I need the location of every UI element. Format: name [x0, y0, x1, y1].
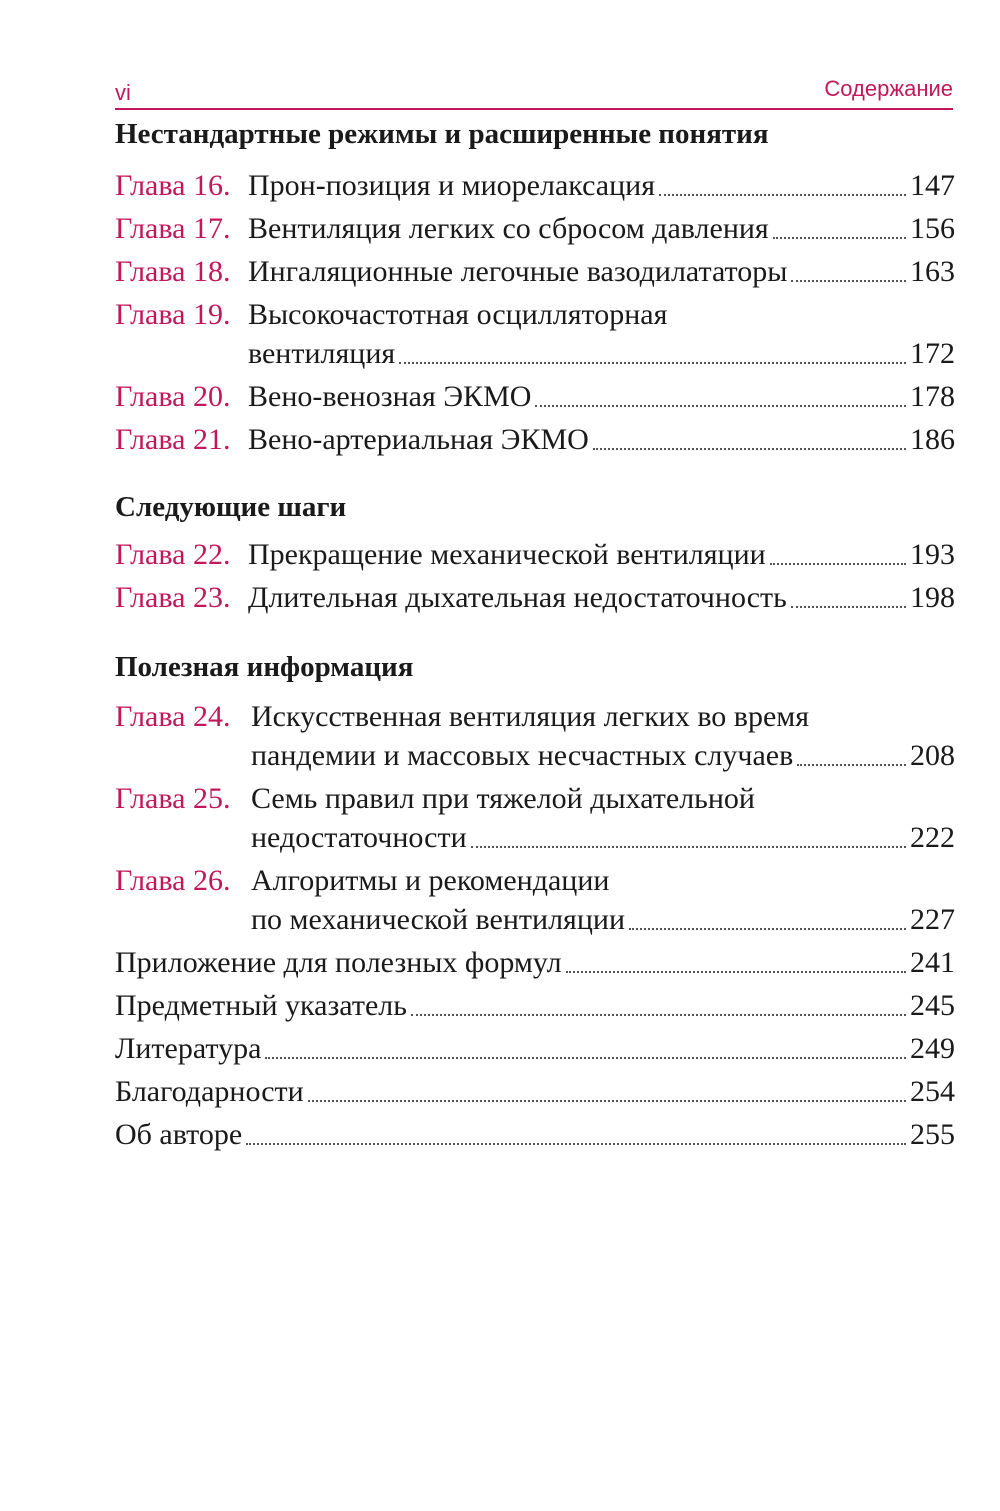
chapter-label: Глава 19. [115, 298, 231, 331]
entry-title: Прекращение механической вентиляции [248, 538, 766, 571]
running-title: Содержание [824, 76, 953, 101]
page-ref: 163 [910, 255, 955, 288]
entry-title: Предметный указатель [115, 989, 407, 1022]
dot-leader [399, 361, 906, 364]
dot-leader [791, 279, 906, 282]
toc-entry-index[interactable] [115, 986, 955, 1025]
page-ref: 255 [910, 1118, 955, 1151]
chapter-label: Глава 18. [115, 255, 231, 288]
dot-leader [246, 1142, 906, 1145]
toc-entry-references[interactable] [115, 1029, 955, 1068]
entry-title: Длительная дыхательная недостаточность [248, 581, 787, 614]
entry-title-line-2: недостаточности [251, 821, 467, 854]
chapter-label: Глава 23. [115, 581, 231, 614]
chapter-label: Глава 22. [115, 538, 231, 571]
entry-title: Литература [115, 1032, 262, 1065]
page-ref: 147 [910, 169, 955, 202]
toc-entry-acknowledgements[interactable] [115, 1072, 955, 1111]
toc-entry-chapter-17[interactable] [115, 209, 955, 248]
entry-title: Прон-позиция и миорелаксация [248, 169, 656, 202]
page-ref: 249 [910, 1032, 955, 1065]
page-ref: 198 [910, 581, 955, 614]
section-title: Полезная информация [115, 651, 414, 683]
toc-entry-appendix[interactable] [115, 943, 955, 982]
dot-leader [593, 447, 906, 450]
dot-leader [629, 927, 906, 930]
dot-leader [535, 404, 906, 407]
toc-entry-chapter-20[interactable] [115, 377, 955, 416]
dot-leader [659, 193, 906, 196]
entry-title: Вено-венозная ЭКМО [248, 380, 532, 413]
dot-leader [308, 1099, 906, 1102]
page-ref: 254 [910, 1075, 955, 1108]
chapter-label: Глава 20. [115, 380, 231, 413]
dot-leader [566, 970, 906, 973]
entry-title-line-1: Семь правил при тяжелой дыхательной [251, 782, 755, 815]
dot-leader [791, 605, 906, 608]
toc-entry-chapter-21[interactable] [115, 420, 955, 459]
toc-entry-about-author[interactable] [115, 1115, 955, 1154]
page-ref: 193 [910, 538, 955, 571]
page-ref: 208 [910, 739, 955, 772]
entry-title: Вено-артериальная ЭКМО [248, 423, 589, 456]
section-title: Нестандартные режимы и расширенные понятия [115, 118, 769, 150]
chapter-label: Глава 26. [115, 864, 231, 897]
entry-title: Ингаляционные легочные вазодилататоры [248, 255, 788, 288]
toc-entry-chapter-16[interactable] [115, 166, 955, 205]
dot-leader [411, 1013, 906, 1016]
entry-title: Вентиляция легких со сбросом давления [248, 212, 769, 245]
page-ref: 241 [910, 946, 955, 979]
toc-entry-chapter-22[interactable] [115, 535, 955, 574]
entry-title-line-2: по механической вентиляции [251, 903, 626, 936]
section-title: Следующие шаги [115, 491, 347, 523]
entry-title-line-2: вентиляция [248, 337, 396, 370]
toc-entry-chapter-26[interactable] [115, 861, 955, 939]
page-ref: 178 [910, 380, 955, 413]
toc-entry-chapter-25[interactable] [115, 779, 955, 857]
chapter-label: Глава 25. [115, 782, 231, 815]
toc-entry-chapter-19[interactable] [115, 295, 955, 373]
chapter-label: Глава 16. [115, 169, 231, 202]
page-number: vi [115, 80, 131, 105]
chapter-label: Глава 21. [115, 423, 231, 456]
page-ref: 222 [910, 821, 955, 854]
entry-title: Приложение для полезных формул [115, 946, 562, 979]
entry-title-line-1: Алгоритмы и рекомендации [251, 864, 610, 897]
toc-entry-chapter-18[interactable] [115, 252, 955, 291]
chapter-label: Глава 24. [115, 700, 231, 733]
entry-title-line-2: пандемии и массовых несчастных случаев [251, 739, 794, 772]
dot-leader [770, 562, 906, 565]
chapter-label: Глава 17. [115, 212, 231, 245]
entry-title-line-1: Искусственная вентиляция легких во время [251, 700, 810, 733]
page-ref: 186 [910, 423, 955, 456]
dot-leader [265, 1056, 906, 1059]
page-ref: 227 [910, 903, 955, 936]
toc-entry-chapter-24[interactable] [115, 697, 955, 775]
entry-title: Об авторе [115, 1118, 243, 1151]
dot-leader [797, 763, 906, 766]
page-ref: 172 [910, 337, 955, 370]
table-of-contents [115, 112, 955, 1158]
entry-title-line-1: Высокочастотная осцилляторная [248, 298, 668, 331]
page-header [115, 74, 953, 110]
entry-title: Благодарности [115, 1075, 304, 1108]
toc-entry-chapter-23[interactable] [115, 578, 955, 617]
page-ref: 156 [910, 212, 955, 245]
dot-leader [471, 845, 906, 848]
page-ref: 245 [910, 989, 955, 1022]
dot-leader [773, 236, 906, 239]
